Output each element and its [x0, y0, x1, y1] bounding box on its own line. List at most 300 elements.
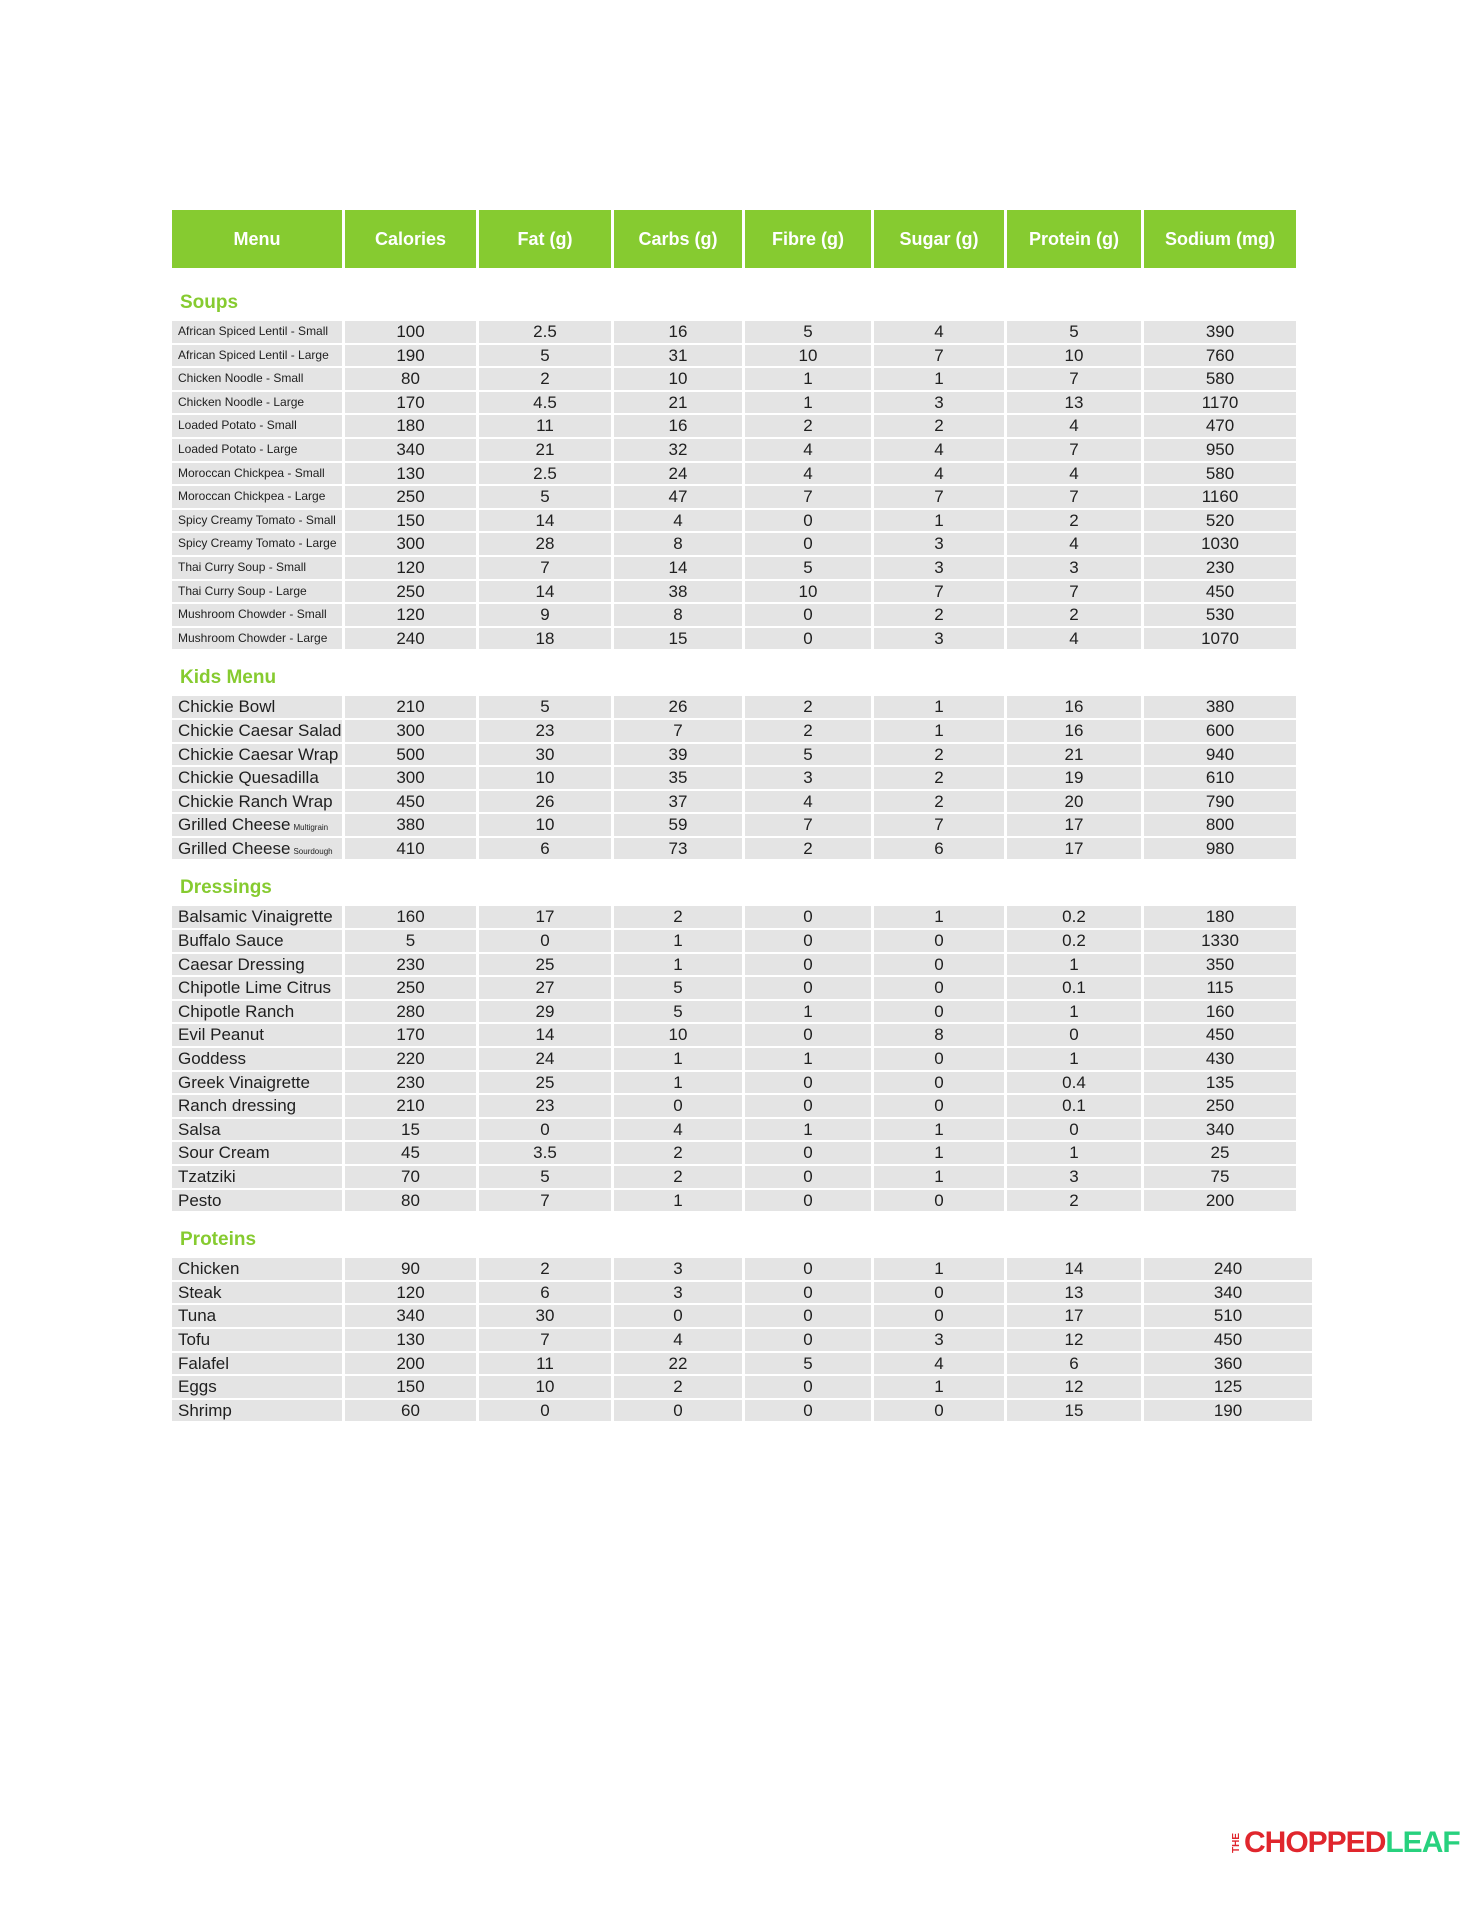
value-cell: 1030: [1144, 533, 1296, 555]
table-row: [172, 696, 1320, 720]
value-cell: 24: [479, 1048, 611, 1070]
value-cell: 7: [874, 814, 1004, 836]
value-cell: 5: [614, 1001, 742, 1023]
item-name-cell: [172, 930, 342, 952]
table-row: [172, 510, 1320, 534]
item-name-cell: [172, 392, 342, 414]
value-cell: 190: [1144, 1400, 1312, 1422]
value-cell: 0: [479, 1119, 611, 1141]
value-cell: 5: [479, 696, 611, 718]
value-cell: 0: [745, 604, 871, 626]
item-name: Grilled Cheese: [178, 838, 291, 858]
value-cell: 16: [614, 321, 742, 343]
item-name: Chickie Ranch Wrap: [178, 791, 333, 811]
item-name: Chipotle Ranch: [178, 1001, 295, 1021]
value-cell: 210: [345, 696, 476, 718]
value-cell: 80: [345, 368, 476, 390]
value-cell: 0: [745, 930, 871, 952]
value-cell: 20: [1007, 791, 1141, 813]
item-name-cell: [172, 1119, 342, 1141]
value-cell: 2: [1007, 604, 1141, 626]
item-name-cell: [172, 1353, 342, 1375]
value-cell: 130: [345, 1329, 476, 1351]
table-row: [172, 791, 1320, 815]
value-cell: 380: [345, 814, 476, 836]
value-cell: 1: [874, 368, 1004, 390]
table-row: [172, 1376, 1320, 1400]
value-cell: 340: [345, 1305, 476, 1327]
value-cell: 1: [614, 930, 742, 952]
value-cell: 135: [1144, 1072, 1296, 1094]
value-cell: 0: [745, 1305, 871, 1327]
item-name-cell: [172, 696, 342, 718]
value-cell: 21: [614, 392, 742, 414]
item-name-cell: [172, 439, 342, 461]
value-cell: 4: [1007, 463, 1141, 485]
value-cell: 800: [1144, 814, 1296, 836]
item-name: Pesto: [178, 1190, 222, 1210]
value-cell: 1170: [1144, 392, 1296, 414]
value-cell: 0: [874, 1305, 1004, 1327]
logo-leaf: LEAF: [1385, 1826, 1460, 1859]
value-cell: 4.5: [479, 392, 611, 414]
value-cell: 220: [345, 1048, 476, 1070]
item-name: Tuna: [178, 1306, 217, 1326]
value-cell: 5: [614, 977, 742, 999]
value-cell: 4: [614, 1119, 742, 1141]
table-row: [172, 533, 1320, 557]
value-cell: 200: [1144, 1190, 1296, 1212]
value-cell: 2.5: [479, 321, 611, 343]
value-cell: 19: [1007, 767, 1141, 789]
value-cell: 530: [1144, 604, 1296, 626]
value-cell: 0: [874, 1001, 1004, 1023]
value-cell: 2: [874, 415, 1004, 437]
value-cell: 22: [614, 1353, 742, 1375]
value-cell: 7: [1007, 486, 1141, 508]
value-cell: 580: [1144, 368, 1296, 390]
value-cell: 10: [1007, 345, 1141, 367]
item-name-cell: [172, 1376, 342, 1398]
value-cell: 0: [745, 1166, 871, 1188]
value-cell: 18: [479, 628, 611, 650]
value-cell: 16: [1007, 720, 1141, 742]
table-row: [172, 720, 1320, 744]
value-cell: 70: [345, 1166, 476, 1188]
item-name: Tofu: [178, 1329, 211, 1349]
value-cell: 230: [345, 1072, 476, 1094]
table-row: [172, 415, 1320, 439]
item-name: Moroccan Chickpea - Small: [178, 465, 325, 480]
value-cell: 430: [1144, 1048, 1296, 1070]
table-row: [172, 1142, 1320, 1166]
value-cell: 0: [745, 533, 871, 555]
value-cell: 6: [874, 838, 1004, 860]
item-name-cell: [172, 1190, 342, 1212]
value-cell: 29: [479, 1001, 611, 1023]
value-cell: 4: [1007, 533, 1141, 555]
value-cell: 6: [479, 1282, 611, 1304]
item-name: Goddess: [178, 1049, 247, 1069]
value-cell: 0: [745, 906, 871, 928]
value-cell: 940: [1144, 744, 1296, 766]
value-cell: 8: [614, 604, 742, 626]
item-name: Buffalo Sauce: [178, 931, 284, 951]
value-cell: 3: [1007, 557, 1141, 579]
table-sections: [172, 290, 1320, 1423]
table-row: [172, 1024, 1320, 1048]
item-name: Balsamic Vinaigrette: [178, 907, 333, 927]
value-cell: 120: [345, 604, 476, 626]
value-cell: 0: [479, 1400, 611, 1422]
value-cell: 5: [479, 1166, 611, 1188]
value-cell: 500: [345, 744, 476, 766]
value-cell: 0: [614, 1305, 742, 1327]
table-row: [172, 486, 1320, 510]
column-header: Protein (g): [1007, 210, 1141, 268]
section-title: Kids Menu: [180, 667, 277, 689]
column-header: Calories: [345, 210, 476, 268]
value-cell: 5: [745, 744, 871, 766]
table-row: [172, 1190, 1320, 1214]
item-name: Chickie Caesar Wrap: [178, 744, 339, 764]
value-cell: 580: [1144, 463, 1296, 485]
item-name-cell: [172, 954, 342, 976]
item-name-cell: [172, 1258, 342, 1280]
item-name-cell: [172, 533, 342, 555]
value-cell: 240: [1144, 1258, 1312, 1280]
value-cell: 2: [614, 906, 742, 928]
value-cell: 21: [479, 439, 611, 461]
item-name: Chickie Quesadilla: [178, 768, 319, 788]
value-cell: 470: [1144, 415, 1296, 437]
section-kids: [172, 665, 1320, 861]
table-row: [172, 1119, 1320, 1143]
value-cell: 17: [479, 906, 611, 928]
value-cell: 0: [745, 977, 871, 999]
item-name: Caesar Dressing: [178, 954, 305, 974]
value-cell: 4: [1007, 628, 1141, 650]
table-row: [172, 767, 1320, 791]
value-cell: 3: [614, 1282, 742, 1304]
value-cell: 0: [874, 1095, 1004, 1117]
item-name: Ranch dressing: [178, 1096, 297, 1116]
table-row: [172, 1072, 1320, 1096]
value-cell: 10: [479, 1376, 611, 1398]
item-name-cell: [172, 1282, 342, 1304]
table-row: [172, 368, 1320, 392]
item-name: Mushroom Chowder - Small: [178, 607, 327, 622]
item-name: Chicken Noodle - Large: [178, 394, 305, 409]
item-name-cell: [172, 814, 342, 836]
value-cell: 12: [1007, 1329, 1141, 1351]
table-row: [172, 838, 1320, 862]
item-name: Thai Curry Soup - Large: [178, 583, 307, 598]
item-name-cell: [172, 720, 342, 742]
table-row: [172, 439, 1320, 463]
table-row: [172, 1048, 1320, 1072]
item-name: Evil Peanut: [178, 1025, 264, 1045]
value-cell: 160: [345, 906, 476, 928]
value-cell: 1160: [1144, 486, 1296, 508]
table-row: [172, 557, 1320, 581]
value-cell: 1: [1007, 954, 1141, 976]
value-cell: 5: [745, 557, 871, 579]
value-cell: 170: [345, 392, 476, 414]
value-cell: 150: [345, 1376, 476, 1398]
value-cell: 0: [1007, 1024, 1141, 1046]
value-cell: 180: [345, 415, 476, 437]
value-cell: 2: [874, 767, 1004, 789]
value-cell: 4: [614, 1329, 742, 1351]
item-name: Loaded Potato - Small: [178, 418, 297, 433]
value-cell: 4: [874, 463, 1004, 485]
value-cell: 1: [614, 954, 742, 976]
value-cell: 1: [1007, 1048, 1141, 1070]
value-cell: 2: [874, 791, 1004, 813]
value-cell: 27: [479, 977, 611, 999]
item-name-cell: [172, 321, 342, 343]
value-cell: 3: [1007, 1166, 1141, 1188]
item-name-cell: [172, 744, 342, 766]
value-cell: 1: [745, 1001, 871, 1023]
item-name: Chicken Noodle - Small: [178, 371, 304, 386]
value-cell: 7: [874, 486, 1004, 508]
item-name-cell: [172, 1166, 342, 1188]
item-name-cell: [172, 1048, 342, 1070]
nutrition-table: [172, 210, 1320, 1437]
value-cell: 80: [345, 1190, 476, 1212]
table-row: [172, 1305, 1320, 1329]
section-title: Soups: [180, 292, 239, 313]
value-cell: 120: [345, 1282, 476, 1304]
value-cell: 5: [745, 1353, 871, 1375]
value-cell: 0.1: [1007, 1095, 1141, 1117]
item-name-cell: [172, 791, 342, 813]
section-title: Proteins: [180, 1229, 257, 1251]
item-name-cell: [172, 1305, 342, 1327]
value-cell: 300: [345, 767, 476, 789]
value-cell: 300: [345, 533, 476, 555]
value-cell: 4: [874, 1353, 1004, 1375]
value-cell: 390: [1144, 321, 1296, 343]
value-cell: 1: [874, 1166, 1004, 1188]
value-cell: 0: [874, 1282, 1004, 1304]
value-cell: 8: [874, 1024, 1004, 1046]
value-cell: 5: [479, 345, 611, 367]
value-cell: 13: [1007, 1282, 1141, 1304]
value-cell: 1: [745, 1048, 871, 1070]
value-cell: 0: [745, 1400, 871, 1422]
value-cell: 25: [1144, 1142, 1296, 1164]
item-name: African Spiced Lentil - Small: [178, 324, 329, 338]
value-cell: 250: [345, 486, 476, 508]
value-cell: 47: [614, 486, 742, 508]
value-cell: 15: [1007, 1400, 1141, 1422]
item-name: Greek Vinaigrette: [178, 1072, 310, 1092]
value-cell: 4: [1007, 415, 1141, 437]
value-cell: 15: [614, 628, 742, 650]
value-cell: 3: [745, 767, 871, 789]
item-name: Steak: [178, 1282, 222, 1302]
value-cell: 0: [614, 1095, 742, 1117]
value-cell: 1: [874, 1258, 1004, 1280]
item-name: Salsa: [178, 1119, 221, 1139]
item-name-cell: [172, 628, 342, 650]
value-cell: 1: [745, 1119, 871, 1141]
value-cell: 1: [874, 696, 1004, 718]
item-name-cell: [172, 1095, 342, 1117]
item-name: Grilled Cheese: [178, 815, 291, 835]
column-header: Fat (g): [479, 210, 611, 268]
value-cell: 150: [345, 510, 476, 532]
value-cell: 7: [874, 581, 1004, 603]
item-note: Sourdough: [293, 846, 333, 856]
value-cell: 4: [745, 439, 871, 461]
table-row: [172, 1166, 1320, 1190]
value-cell: 3.5: [479, 1142, 611, 1164]
value-cell: 980: [1144, 838, 1296, 860]
item-name-cell: [172, 415, 342, 437]
value-cell: 350: [1144, 954, 1296, 976]
value-cell: 1: [745, 368, 871, 390]
value-cell: 15: [345, 1119, 476, 1141]
value-cell: 7: [614, 720, 742, 742]
table-row: [172, 1353, 1320, 1377]
value-cell: 0: [745, 1095, 871, 1117]
value-cell: 14: [479, 510, 611, 532]
value-cell: 10: [614, 1024, 742, 1046]
value-cell: 1: [1007, 1142, 1141, 1164]
item-name-cell: [172, 1001, 342, 1023]
column-header: Sodium (mg): [1144, 210, 1296, 268]
value-cell: 7: [1007, 439, 1141, 461]
table-row: [172, 930, 1320, 954]
value-cell: 14: [479, 1024, 611, 1046]
value-cell: 14: [1007, 1258, 1141, 1280]
column-header: Fibre (g): [745, 210, 871, 268]
value-cell: 1: [745, 392, 871, 414]
item-name-cell: [172, 510, 342, 532]
item-name: Spicy Creamy Tomato - Large: [178, 536, 337, 551]
item-name: Moroccan Chickpea - Large: [178, 489, 326, 504]
value-cell: 450: [345, 791, 476, 813]
value-cell: 2: [614, 1142, 742, 1164]
value-cell: 0: [874, 1400, 1004, 1422]
item-name-cell: [172, 1142, 342, 1164]
item-name: Shrimp: [178, 1400, 232, 1420]
value-cell: 4: [745, 463, 871, 485]
item-name-cell: [172, 838, 342, 860]
item-name: Eggs: [178, 1377, 217, 1397]
value-cell: 7: [479, 1190, 611, 1212]
value-cell: 24: [614, 463, 742, 485]
table-row: [172, 1329, 1320, 1353]
value-cell: 37: [614, 791, 742, 813]
value-cell: 10: [479, 814, 611, 836]
value-cell: 10: [745, 581, 871, 603]
value-cell: 6: [1007, 1353, 1141, 1375]
table-row: [172, 321, 1320, 345]
value-cell: 28: [479, 533, 611, 555]
value-cell: 180: [1144, 906, 1296, 928]
value-cell: 60: [345, 1400, 476, 1422]
value-cell: 760: [1144, 345, 1296, 367]
value-cell: 280: [345, 1001, 476, 1023]
column-header: Menu: [172, 210, 342, 268]
value-cell: 200: [345, 1353, 476, 1375]
value-cell: 2: [745, 415, 871, 437]
value-cell: 25: [479, 954, 611, 976]
section-prot: [172, 1227, 1320, 1423]
value-cell: 0: [745, 1329, 871, 1351]
logo-the: THE: [1231, 1833, 1242, 1853]
value-cell: 30: [479, 1305, 611, 1327]
item-name: Tzatziki: [178, 1167, 236, 1186]
value-cell: 450: [1144, 581, 1296, 603]
value-cell: 0: [479, 930, 611, 952]
value-cell: 250: [345, 581, 476, 603]
table-row: [172, 1258, 1320, 1282]
value-cell: 210: [345, 1095, 476, 1117]
value-cell: 8: [614, 533, 742, 555]
value-cell: 380: [1144, 696, 1296, 718]
value-cell: 2: [614, 1376, 742, 1398]
value-cell: 0: [745, 1258, 871, 1280]
item-name: Thai Curry Soup - Small: [178, 559, 307, 574]
value-cell: 0: [745, 1190, 871, 1212]
item-name: Spicy Creamy Tomato - Small: [178, 512, 336, 527]
value-cell: 35: [614, 767, 742, 789]
value-cell: 0.1: [1007, 977, 1141, 999]
item-name-cell: [172, 486, 342, 508]
value-cell: 0: [614, 1400, 742, 1422]
value-cell: 115: [1144, 977, 1296, 999]
value-cell: 120: [345, 557, 476, 579]
logo-chopped: CHOPPED: [1244, 1826, 1386, 1859]
value-cell: 600: [1144, 720, 1296, 742]
value-cell: 3: [874, 557, 1004, 579]
item-name-cell: [172, 1400, 342, 1422]
item-name-cell: [172, 906, 342, 928]
value-cell: 0.4: [1007, 1072, 1141, 1094]
value-cell: 7: [745, 814, 871, 836]
table-row: [172, 906, 1320, 930]
value-cell: 7: [479, 1329, 611, 1351]
value-cell: 7: [1007, 581, 1141, 603]
item-name-cell: [172, 767, 342, 789]
value-cell: 12: [1007, 1376, 1141, 1398]
value-cell: 11: [479, 415, 611, 437]
value-cell: 2: [874, 604, 1004, 626]
value-cell: 2: [745, 696, 871, 718]
value-cell: 130: [345, 463, 476, 485]
value-cell: 3: [874, 1329, 1004, 1351]
value-cell: 0: [745, 954, 871, 976]
table-row: [172, 345, 1320, 369]
value-cell: 17: [1007, 814, 1141, 836]
value-cell: 100: [345, 321, 476, 343]
value-cell: 240: [345, 628, 476, 650]
value-cell: 0: [745, 510, 871, 532]
value-cell: 45: [345, 1142, 476, 1164]
value-cell: 2: [745, 838, 871, 860]
value-cell: 0: [745, 628, 871, 650]
value-cell: 17: [1007, 838, 1141, 860]
item-name-cell: [172, 345, 342, 367]
value-cell: 26: [479, 791, 611, 813]
item-name-cell: [172, 581, 342, 603]
